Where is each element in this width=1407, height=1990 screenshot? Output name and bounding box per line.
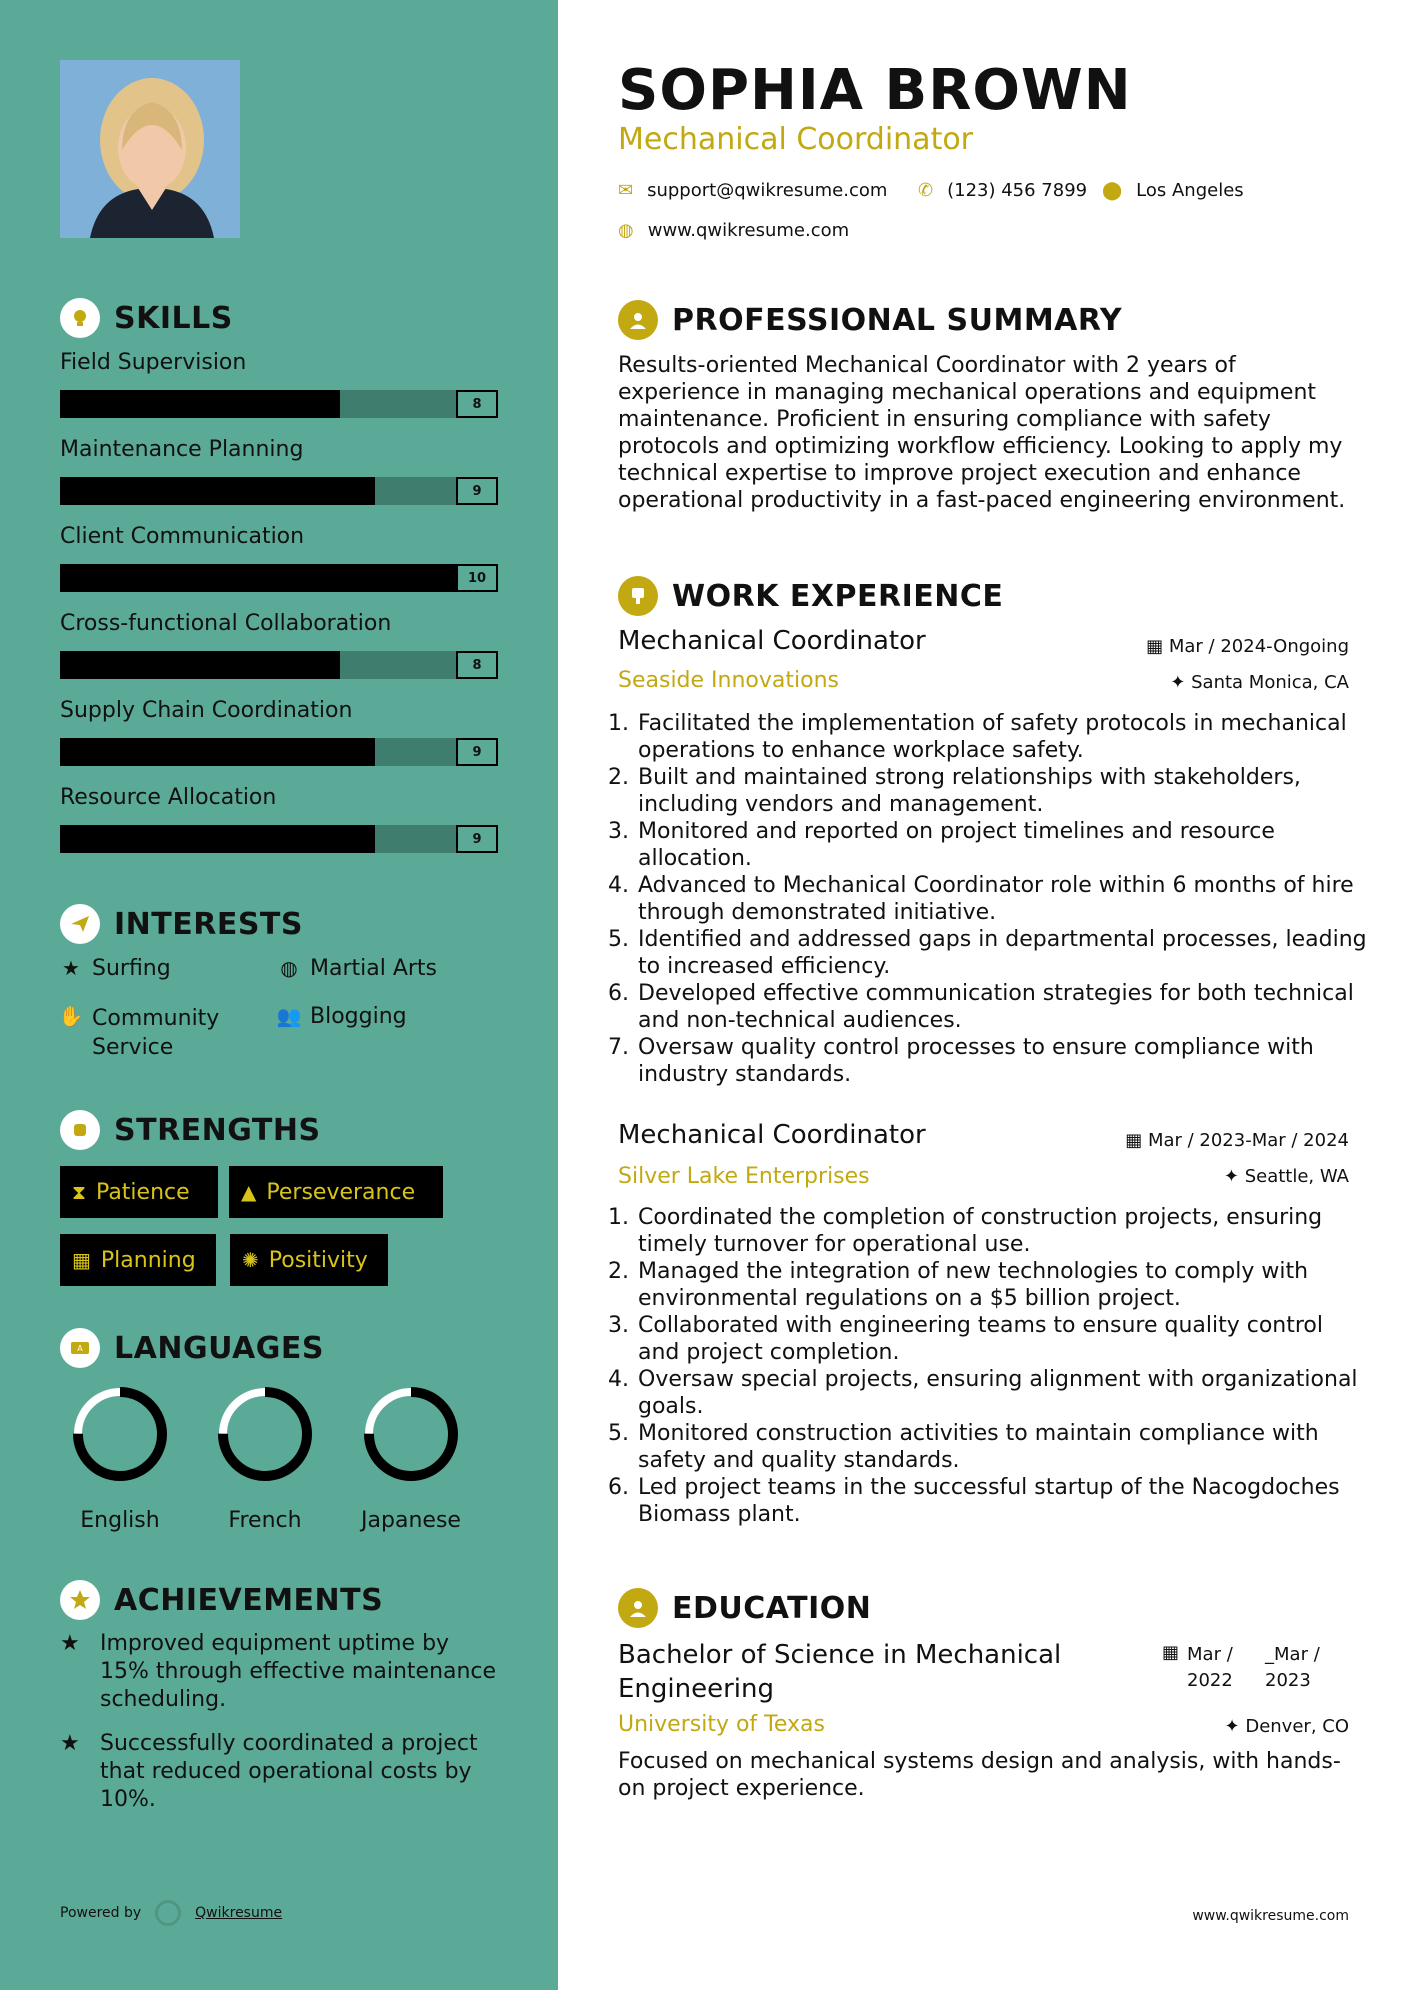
education-location: ✦ Denver, CO <box>1224 1716 1349 1737</box>
map-marker-icon: ⬤ <box>1102 180 1123 201</box>
qwikresume-logo-icon <box>155 1900 181 1926</box>
skill-item <box>60 611 500 679</box>
duty-item: 6. Led project teams in the successful startup of the Nacogdoches Biomass plant. <box>636 1474 1371 1528</box>
job-company: Seaside Innovations <box>618 668 839 693</box>
skill-bar <box>60 825 498 853</box>
candidate-name: SOPHIA BROWN <box>618 58 1132 123</box>
hand-icon: ✋ <box>58 1004 84 1028</box>
language-ring <box>361 1384 461 1484</box>
lightbulb-icon <box>60 298 100 338</box>
job-dates: ▦ Mar / 2024-Ongoing <box>1146 636 1349 657</box>
experience-heading: WORK EXPERIENCE <box>618 576 1003 616</box>
sun-icon: ✺ <box>242 1248 259 1272</box>
skill-item <box>60 524 500 592</box>
duty-item: 5. Identified and addressed gaps in departmental processes, leading to increased efficiency. <box>636 926 1371 980</box>
skill-score: 9 <box>456 477 498 505</box>
skill-bar <box>60 651 498 679</box>
language-ring <box>215 1384 315 1484</box>
duty-item: 1. Coordinated the completion of construction projects, ensuring timely turnover for operational use. <box>636 1204 1371 1258</box>
pin-icon: ✦ <box>1224 1716 1246 1737</box>
envelope-icon: ✉ <box>618 180 634 201</box>
job-dates: ▦ Mar / 2023-Mar / 2024 <box>1125 1130 1349 1151</box>
star-badge-icon <box>60 1580 100 1620</box>
interests-heading <box>60 904 303 944</box>
job-location: ✦ Seattle, WA <box>1223 1166 1349 1187</box>
contact-website[interactable]: ◍ www.qwikresume.com <box>618 220 850 241</box>
shooting-star-icon: ★ <box>60 1631 80 1656</box>
skill-item <box>60 785 500 853</box>
duty-item: 1. Facilitated the implementation of safety protocols in mechanical operations to enhance workplace safety. <box>636 710 1371 764</box>
strength-badge: ▦ Planning <box>60 1234 216 1286</box>
skill-bar-fill <box>60 477 375 505</box>
interests-title: INTERESTS <box>114 906 303 942</box>
graduate-icon <box>618 1588 658 1628</box>
job-title: Mechanical Coordinator <box>618 1120 926 1150</box>
job-duties <box>610 710 1371 1088</box>
globe-icon: ◍ <box>280 956 298 980</box>
globe-icon: ◍ <box>618 220 634 241</box>
skill-item <box>60 350 500 418</box>
language-item <box>346 1384 476 1533</box>
school-name: University of Texas <box>618 1712 825 1737</box>
powered-by: Powered by Qwikresume <box>60 1900 282 1926</box>
job-location: ✦ Santa Monica, CA <box>1170 672 1349 693</box>
interest-item: ★ Surfing <box>58 956 171 981</box>
users-icon: 👥 <box>276 1004 302 1028</box>
duty-item: 7. Oversaw quality control processes to ensure compliance with industry standards. <box>636 1034 1371 1088</box>
job-title: Mechanical Coordinator <box>618 626 926 656</box>
hourglass-icon: ⧗ <box>72 1180 87 1204</box>
contact-location: ⬤ Los Angeles <box>1102 180 1244 201</box>
paper-plane-icon <box>60 904 100 944</box>
language-ring <box>70 1384 170 1484</box>
skill-name: Maintenance Planning <box>60 437 304 462</box>
education-description: Focused on mechanical systems design and analysis, with hands-on project experience. <box>618 1749 1341 1801</box>
phone-icon: ✆ <box>918 180 934 201</box>
education-dates: ▦ Mar / 2022 _Mar / 2023 <box>1162 1642 1327 1694</box>
skill-name: Cross-functional Collaboration <box>60 611 392 636</box>
language-item <box>55 1384 185 1533</box>
skill-name: Supply Chain Coordination <box>60 698 353 723</box>
qwikresume-link[interactable]: Qwikresume <box>195 1905 283 1921</box>
footer-site[interactable]: www.qwikresume.com <box>1192 1908 1349 1924</box>
duty-item: 4. Advanced to Mechanical Coordinator role within 6 months of hire through demonstrated initiative. <box>636 872 1371 926</box>
calendar-icon: ▦ <box>1146 636 1169 657</box>
briefcase-chair-icon <box>618 576 658 616</box>
contact-phone[interactable]: ✆ (123) 456 7899 <box>918 180 1088 201</box>
skill-score: 8 <box>456 651 498 679</box>
skill-item <box>60 698 500 766</box>
candidate-role: Mechanical Coordinator <box>618 122 974 157</box>
calendar-icon: ▦ <box>1162 1642 1180 1663</box>
interest-item: ✋ Community Service <box>58 1004 220 1060</box>
summary-heading: PROFESSIONAL SUMMARY <box>618 300 1122 340</box>
strengths-heading <box>60 1110 321 1150</box>
skill-score: 9 <box>456 738 498 766</box>
skill-item <box>60 437 500 505</box>
calendar-icon: ▦ <box>1125 1130 1148 1151</box>
star-icon: ★ <box>62 956 80 980</box>
duty-item: 2. Built and maintained strong relationships with stakeholders, including vendors and management. <box>636 764 1371 818</box>
skill-bar-fill <box>60 651 340 679</box>
duty-item: 3. Monitored and reported on project timelines and resource allocation. <box>636 818 1371 872</box>
languages-heading <box>60 1328 324 1368</box>
skills-title: SKILLS <box>114 300 233 336</box>
education-heading: EDUCATION <box>618 1588 871 1628</box>
achievement-item: ★ Improved equipment uptime by 15% through effective maintenance scheduling. <box>60 1631 497 1712</box>
interest-item: ◍ Martial Arts <box>276 956 437 981</box>
skill-bar <box>60 477 498 505</box>
languages-title: LANGUAGES <box>114 1330 324 1366</box>
strength-badge: ⧗ Patience <box>60 1166 218 1218</box>
pin-icon: ✦ <box>1223 1166 1245 1187</box>
skill-bar-fill <box>60 738 375 766</box>
svg-text:A: A <box>77 1344 83 1353</box>
strength-badge: ✺ Positivity <box>230 1234 388 1286</box>
strengths-title: STRENGTHS <box>114 1112 321 1148</box>
summary-text: Results-oriented Mechanical Coordinator with 2 years of experience in managing mechanical operations and equipment maintenance. Proficient in ensuring compliance with safety protocols and optimizing workflow efficiency. Looking to apply my technical expertise to improve project execution and enhance operational productivity in a fast-paced engineering environment. <box>618 353 1346 513</box>
calendar-icon: ▦ <box>72 1248 91 1272</box>
profile-photo <box>60 60 240 238</box>
duty-item: 5. Monitored construction activities to maintain compliance with safety and quality standards. <box>636 1420 1371 1474</box>
language-name: French <box>228 1508 302 1533</box>
user-icon <box>618 300 658 340</box>
skill-name: Client Communication <box>60 524 305 549</box>
skill-bar-fill <box>60 564 458 592</box>
interest-item: 👥 Blogging <box>276 1004 407 1029</box>
skill-bar <box>60 738 498 766</box>
road-icon: ▲ <box>241 1180 257 1204</box>
duty-item: 2. Managed the integration of new technologies to comply with environmental regulations on a $5 billion project. <box>636 1258 1371 1312</box>
skill-name: Field Supervision <box>60 350 247 375</box>
skill-name: Resource Allocation <box>60 785 277 810</box>
skill-score: 9 <box>456 825 498 853</box>
strength-badge: ▲ Perseverance <box>229 1166 443 1218</box>
skill-bar <box>60 564 498 592</box>
duty-item: 4. Oversaw special projects, ensuring alignment with organizational goals. <box>636 1366 1371 1420</box>
translate-icon <box>60 1328 100 1368</box>
fist-icon <box>60 1110 100 1150</box>
skill-score: 8 <box>456 390 498 418</box>
achievements-title: ACHIEVEMENTS <box>114 1582 384 1618</box>
shooting-star-icon: ★ <box>60 1731 80 1756</box>
duty-item: 3. Collaborated with engineering teams to ensure quality control and project completion. <box>636 1312 1371 1366</box>
degree-title: Bachelor of Science in Mechanical Engineering <box>618 1640 1062 1704</box>
achievement-item: ★ Successfully coordinated a project that reduced operational costs by 10%. <box>60 1731 478 1812</box>
pin-icon: ✦ <box>1170 672 1192 693</box>
achievements-heading <box>60 1580 383 1620</box>
skill-bar-fill <box>60 825 375 853</box>
job-duties <box>610 1204 1371 1528</box>
skill-bar <box>60 390 498 418</box>
language-name: English <box>80 1508 160 1533</box>
language-item <box>200 1384 330 1533</box>
language-name: Japanese <box>361 1508 461 1533</box>
skill-bar-fill <box>60 390 340 418</box>
contact-email[interactable]: ✉ support@qwikresume.com <box>618 180 888 201</box>
skill-score: 10 <box>456 564 498 592</box>
job-company: Silver Lake Enterprises <box>618 1164 870 1189</box>
duty-item: 6. Developed effective communication strategies for both technical and non-technical audiences. <box>636 980 1371 1034</box>
skills-heading <box>60 298 233 338</box>
